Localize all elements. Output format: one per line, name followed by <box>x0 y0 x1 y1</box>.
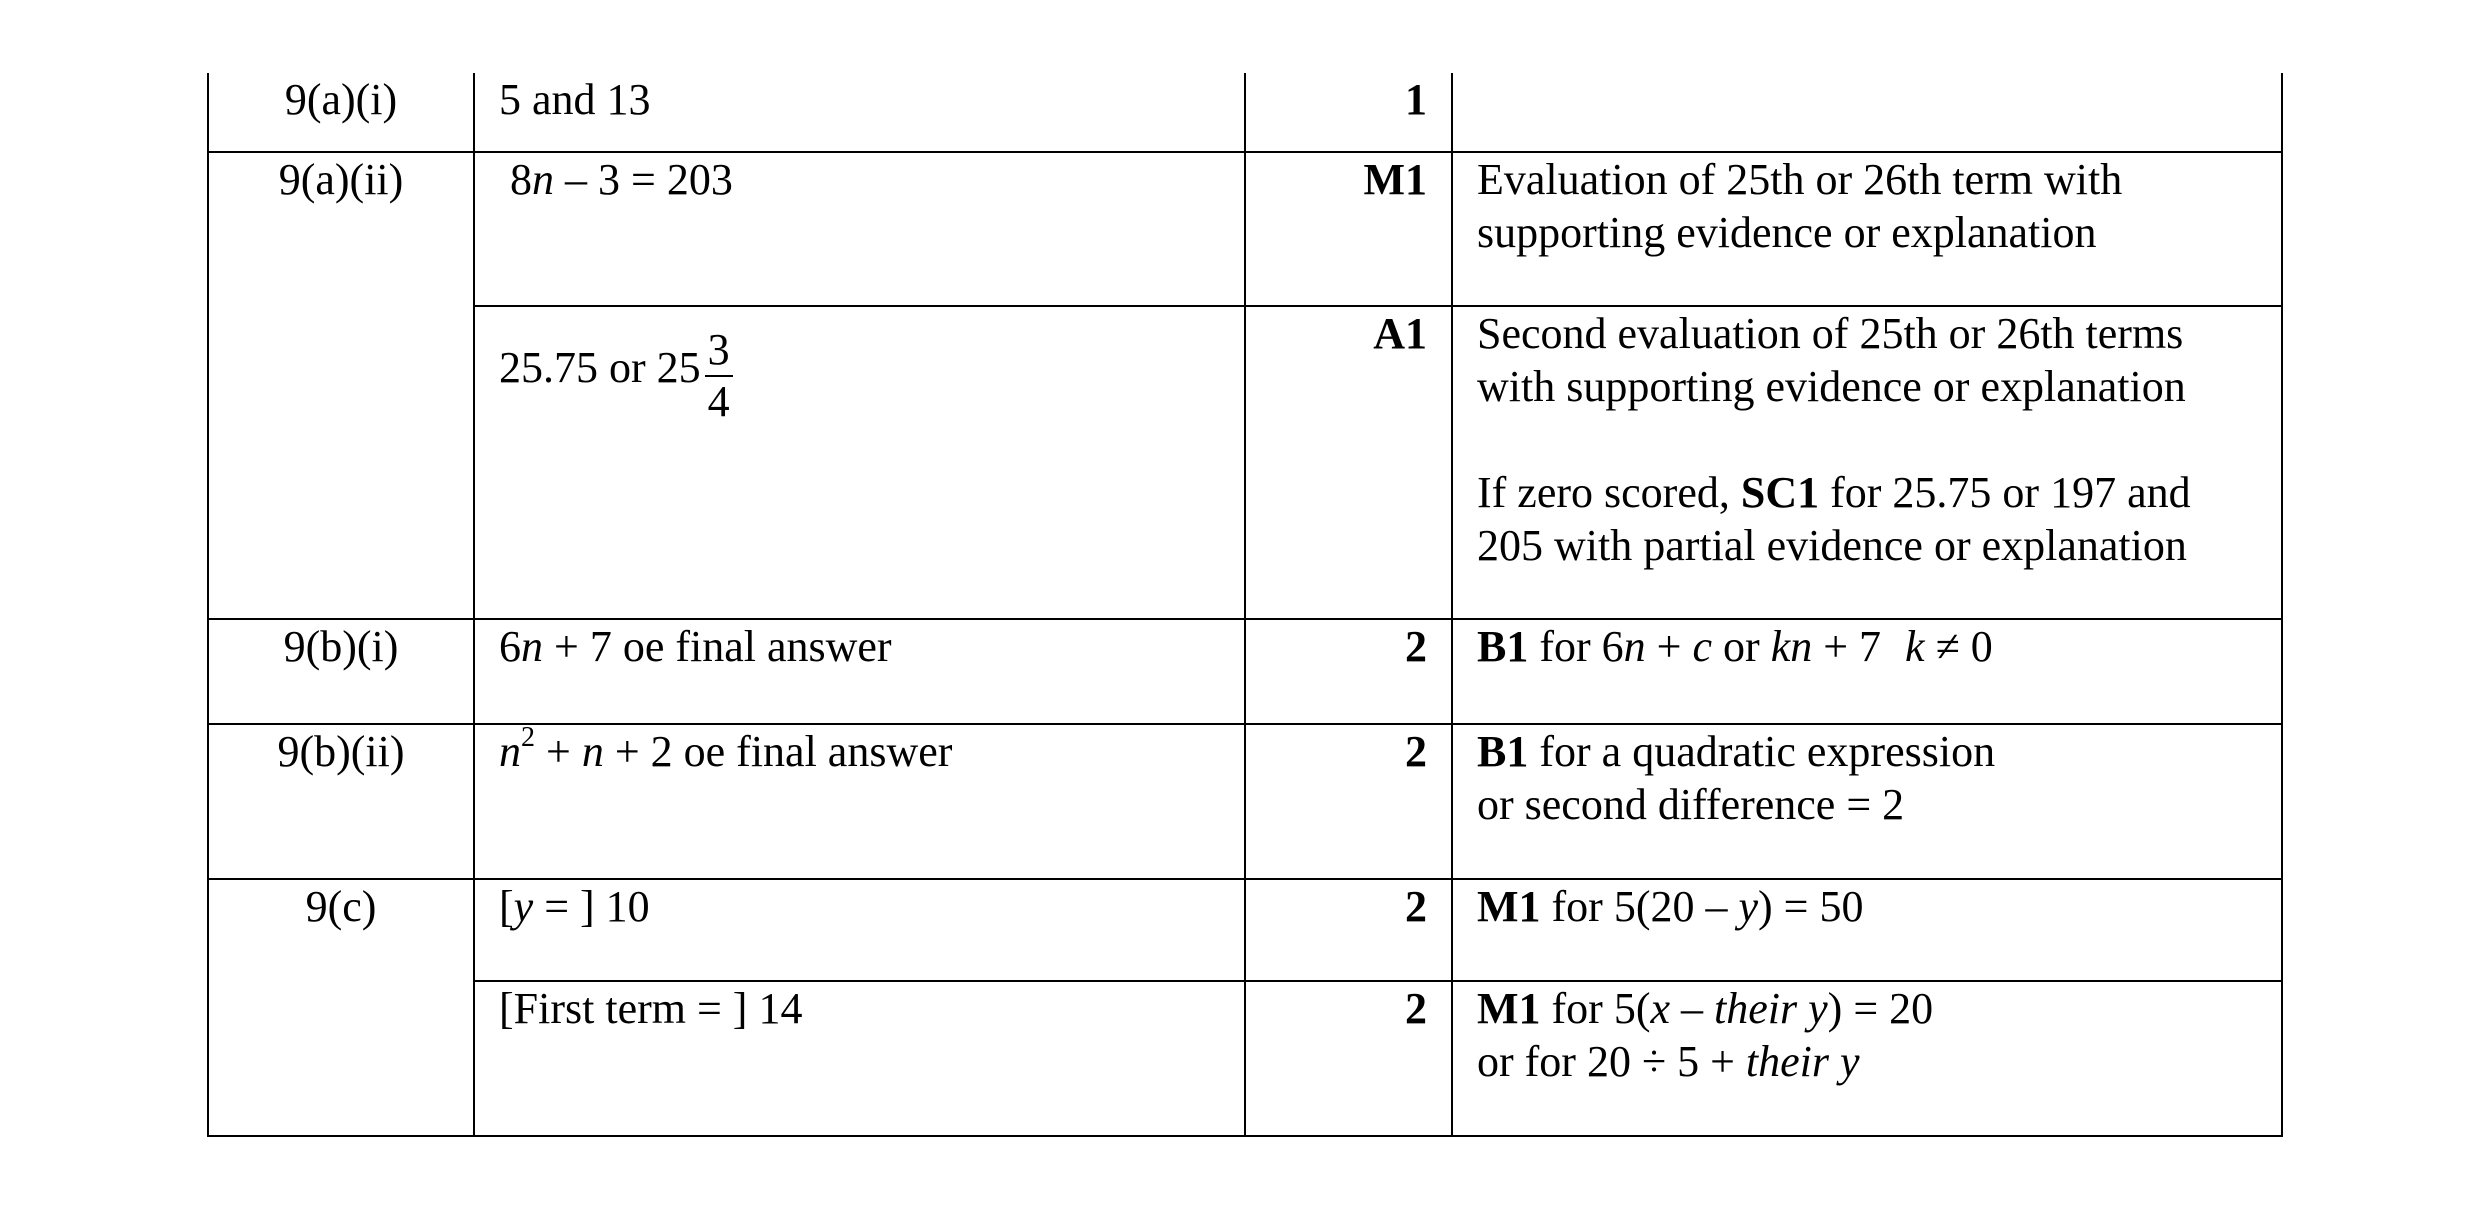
question-number: 9(a)(i) <box>208 73 474 152</box>
answer-cell: 8n – 3 = 203 <box>474 152 1245 306</box>
fraction: $\frac{3}{4}$ <box>705 325 733 427</box>
guidance-cell: Evaluation of 25th or 26th term with supporting evidence or explanation <box>1452 152 2282 306</box>
mark-cell: 2 <box>1245 619 1452 724</box>
question-number: 9(b)(ii) <box>208 724 474 879</box>
answer-cell: 5 and 13 <box>474 73 1245 152</box>
mark-cell: 2 <box>1245 724 1452 879</box>
answer-cell: [First term = ] 14 <box>474 981 1245 1136</box>
mark-scheme-table <box>207 73 2283 1137</box>
answer-cell: [y = ] 10 <box>474 879 1245 981</box>
mark-cell: 1 <box>1245 73 1452 152</box>
guidance-cell: Second evaluation of 25th or 26th terms with supporting evidence or explanation If zero scored, SC1 for 25.75 or 197 and 205 with partial evidence or explanation <box>1452 306 2282 619</box>
question-number: 9(c) <box>208 879 474 1136</box>
table-row <box>208 306 2282 619</box>
answer-cell: 6n + 7 oe final answer <box>474 619 1245 724</box>
guidance-cell <box>1452 73 2282 152</box>
guidance-cell: B1 for 6n + c or kn + 7 k ≠ 0 <box>1452 619 2282 724</box>
question-number: 9(a)(ii) <box>208 152 474 619</box>
table-row <box>208 619 2282 724</box>
table-row <box>208 73 2282 152</box>
mark-cell: 2 <box>1245 879 1452 981</box>
table-row <box>208 879 2282 981</box>
mark-cell: M1 <box>1245 152 1452 306</box>
guidance-cell: M1 for 5(20 – y) = 50 <box>1452 879 2282 981</box>
special-case-code: SC1 <box>1740 468 1820 517</box>
table-row <box>208 981 2282 1136</box>
answer-cell: $n^2 + n + 2$ oe final answer <box>474 724 1245 879</box>
guidance-cell: M1 for 5(x – their y) = 20 or for 20 ÷ 5 + their y <box>1452 981 2282 1136</box>
answer-cell: 25.75 or 25 $\frac{3}{4}$ <box>474 306 1245 619</box>
question-number: 9(b)(i) <box>208 619 474 724</box>
mark-cell: A1 <box>1245 306 1452 619</box>
guidance-cell: B1 for a quadratic expression or second difference = 2 <box>1452 724 2282 879</box>
mark-cell: 2 <box>1245 981 1452 1136</box>
table-row <box>208 724 2282 879</box>
table-row <box>208 152 2282 306</box>
